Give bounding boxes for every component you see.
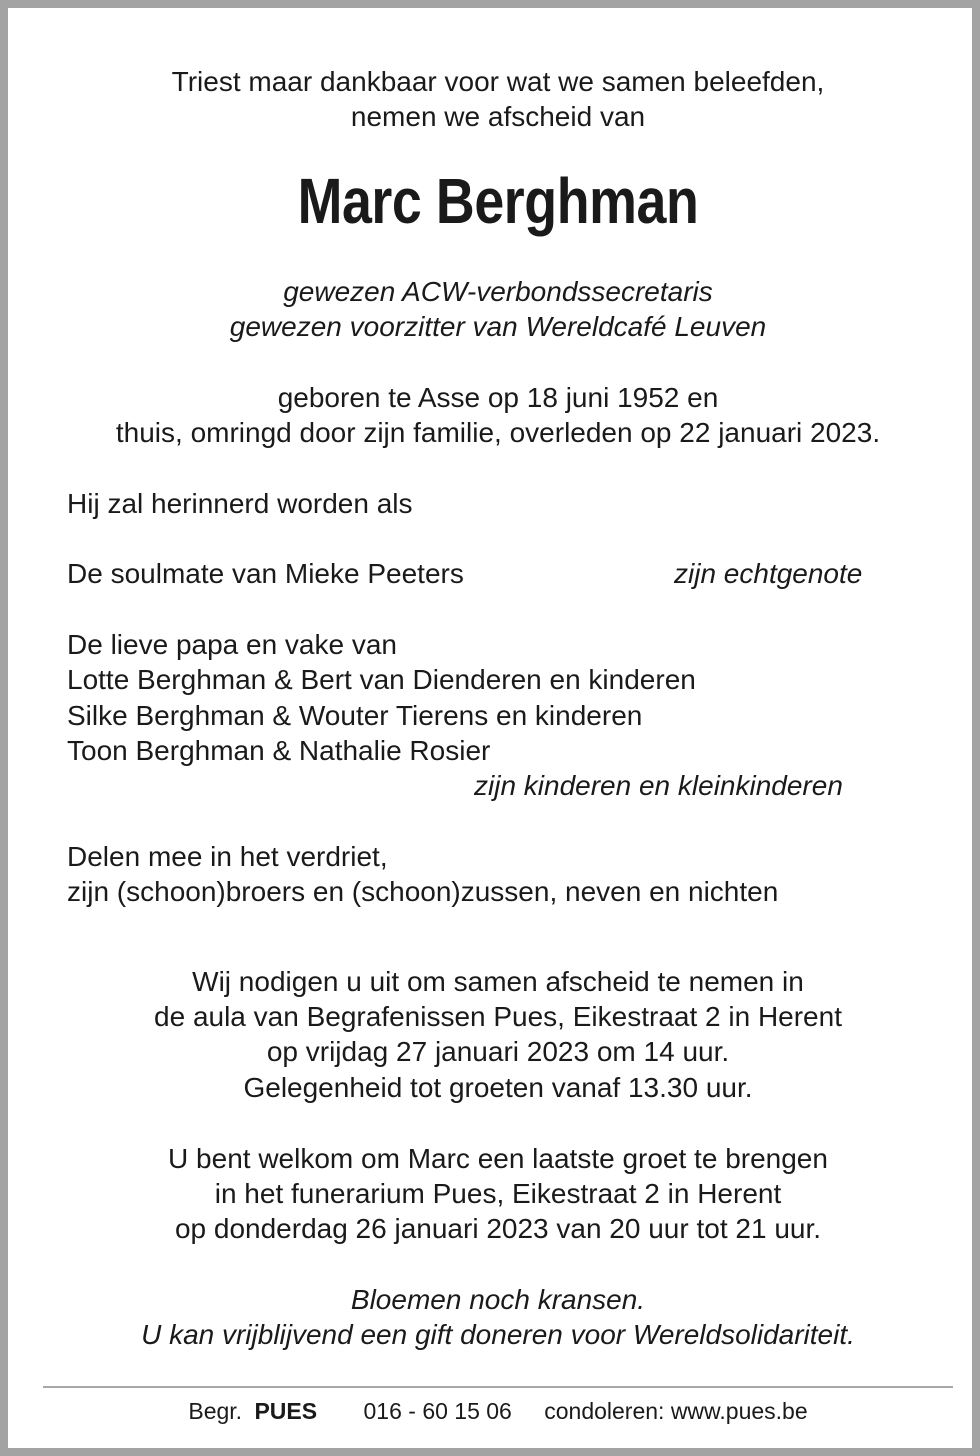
footer-condolences: condoleren: www.pues.be — [544, 1398, 808, 1424]
child-line-3: Toon Berghman & Nathalie Rosier — [67, 735, 491, 766]
visitation-line-1: U bent welkom om Marc een laatste groet te brengen — [168, 1143, 828, 1174]
intro-line-1: Triest maar dankbaar voor wat we samen beleefden, — [171, 66, 825, 97]
title-line-1: gewezen ACW-verbondssecretaris — [283, 276, 713, 307]
flowers-line-2: U kan vrijblijvend een gift doneren voor Wereldsolidariteit. — [141, 1319, 855, 1350]
death-line: thuis, omringd door zijn familie, overleden op 22 januari 2023. — [115, 417, 881, 448]
children-relation: zijn kinderen en kleinkinderen — [474, 770, 843, 801]
footer-company: PUES — [254, 1398, 318, 1424]
notice-content — [16, 16, 980, 1456]
flowers-line-1: Bloemen noch kransen. — [350, 1284, 646, 1315]
family-line-2: zijn (schoon)broers en (schoon)zussen, neven en nichten — [67, 876, 779, 907]
child-line-2: Silke Berghman & Wouter Tierens en kinderen — [67, 700, 643, 731]
remembered-intro: Hij zal herinnerd worden als — [67, 488, 413, 519]
title-line-2: gewezen voorzitter van Wereldcafé Leuven — [229, 311, 767, 342]
footer-divider — [43, 1386, 953, 1388]
footer-phone: 016 - 60 15 06 — [363, 1398, 512, 1424]
funeral-line-3: op vrijdag 27 januari 2023 om 14 uur. — [266, 1036, 730, 1067]
visitation-line-2: in het funerarium Pues, Eikestraat 2 in Herent — [214, 1178, 782, 1209]
intro-line-2: nemen we afscheid van — [350, 101, 646, 132]
spouse-line: De soulmate van Mieke Peeters — [67, 558, 464, 589]
footer-prefix: Begr. — [188, 1398, 243, 1424]
birth-line: geboren te Asse op 18 juni 1952 en — [277, 382, 719, 413]
spouse-relation: zijn echtgenote — [674, 558, 863, 589]
funeral-line-4: Gelegenheid tot groeten vanaf 13.30 uur. — [243, 1072, 753, 1103]
funeral-line-1: Wij nodigen u uit om samen afscheid te nemen in — [192, 966, 804, 997]
family-line-1: Delen mee in het verdriet, — [67, 841, 388, 872]
visitation-line-3: op donderdag 26 januari 2023 van 20 uur tot 21 uur. — [174, 1213, 822, 1244]
funeral-line-2: de aula van Begrafenissen Pues, Eikestraat 2 in Herent — [154, 1001, 842, 1032]
deceased-name: Marc Berghman — [297, 165, 699, 237]
child-line-1: Lotte Berghman & Bert van Dienderen en kinderen — [67, 664, 696, 695]
footer — [16, 1396, 980, 1426]
children-intro: De lieve papa en vake van — [67, 629, 397, 660]
